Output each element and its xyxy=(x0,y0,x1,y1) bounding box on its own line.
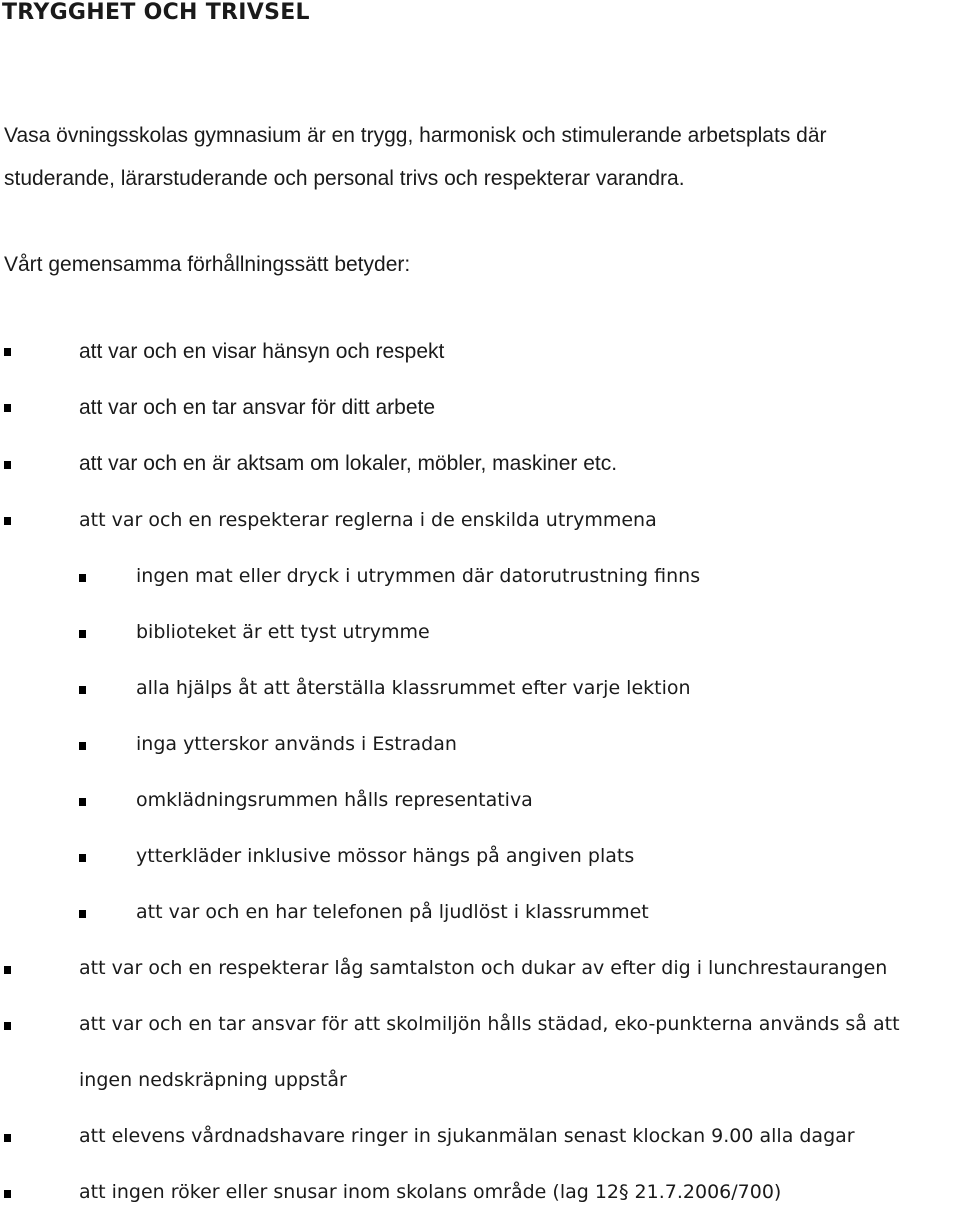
sub-list-item: inga ytterskor används i Estradan xyxy=(136,733,457,755)
bullet-icon xyxy=(4,461,11,469)
sub-list-item: ytterkläder inklusive mössor hängs på angiven plats xyxy=(136,845,635,867)
list-item-continuation: ingen nedskräpning uppstår xyxy=(79,1069,347,1091)
sub-list-item: alla hjälps åt att återställa klassrummet efter varje lektion xyxy=(136,677,691,699)
bullet-icon xyxy=(4,1022,11,1030)
bullet-icon xyxy=(4,348,11,356)
subheading: Vårt gemensamma förhållningssätt betyder: xyxy=(4,253,411,276)
bullet-icon xyxy=(79,686,86,694)
bullet-icon xyxy=(4,1134,11,1142)
list-item: att var och en tar ansvar för ditt arbete xyxy=(79,396,436,419)
list-item: att elevens vårdnadshavare ringer in sjukanmälan senast klockan 9.00 alla dagar xyxy=(79,1125,855,1147)
bullet-icon xyxy=(79,798,86,806)
bullet-icon xyxy=(79,854,86,862)
bullet-icon xyxy=(79,574,86,582)
sub-list-item: att var och en har telefonen på ljudlöst i klassrummet xyxy=(136,901,649,923)
intro-text-line-1: Vasa övningsskolas gymnasium är en trygg, harmonisk och stimulerande arbetsplats där xyxy=(4,124,827,147)
intro-text-line-2: studerande, lärarstuderande och personal trivs och respekterar varandra. xyxy=(4,167,685,190)
list-item: att var och en visar hänsyn och respekt xyxy=(79,340,445,363)
list-item: att var och en respekterar låg samtalston och dukar av efter dig i lunchrestaurangen xyxy=(79,957,888,979)
sub-list-item: omklädningsrummen hålls representativa xyxy=(136,789,533,811)
bullet-icon xyxy=(4,1190,11,1198)
sub-list-item: biblioteket är ett tyst utrymme xyxy=(136,621,430,643)
list-item: att ingen röker eller snusar inom skolans område (lag 12§ 21.7.2006/700) xyxy=(79,1181,782,1203)
bullet-icon xyxy=(4,404,11,412)
bullet-icon xyxy=(4,966,11,974)
list-item: att var och en tar ansvar för att skolmiljön hålls städad, eko-punkterna används så att xyxy=(79,1013,900,1035)
bullet-icon xyxy=(79,630,86,638)
sub-list-item: ingen mat eller dryck i utrymmen där datorutrustning finns xyxy=(136,565,701,587)
list-item: att var och en respekterar reglerna i de enskilda utrymmena xyxy=(79,509,657,531)
bullet-icon xyxy=(4,517,11,525)
bullet-icon xyxy=(79,742,86,750)
bullet-icon xyxy=(79,910,86,918)
page-title: TRYGGHET OCH TRIVSEL xyxy=(2,0,310,25)
list-item: att var och en är aktsam om lokaler, möbler, maskiner etc. xyxy=(79,452,618,475)
